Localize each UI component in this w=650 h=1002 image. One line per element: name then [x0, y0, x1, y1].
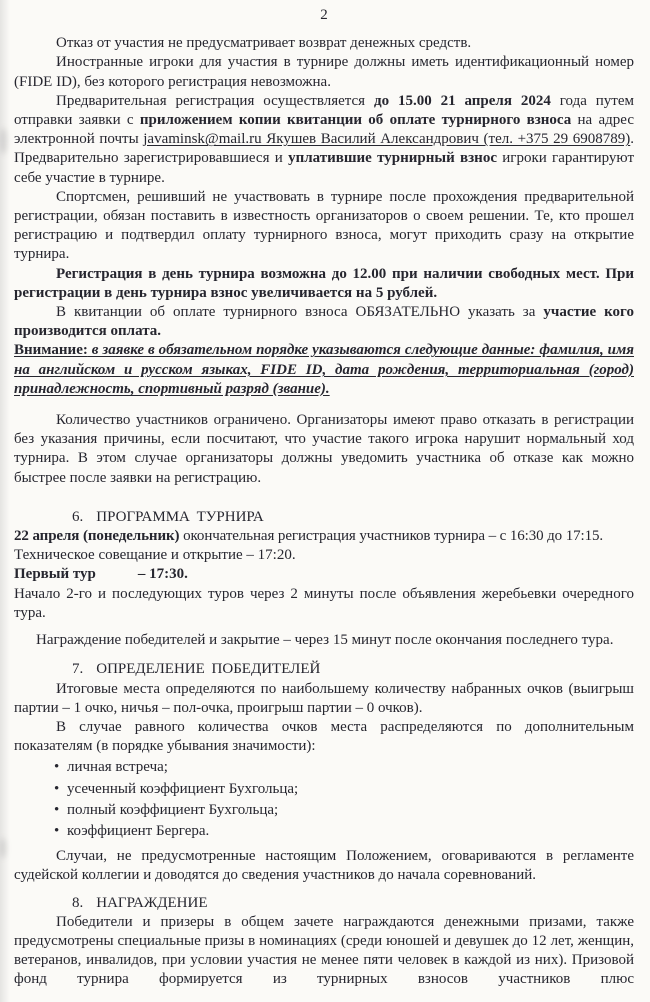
- tiebreak-list: [14, 758, 634, 841]
- paragraph-withdrawal: Спортсмен, решивший не участвовать в турнире после прохождения предварительной регистрации, обязан поставить в известность организаторов о своем решении. Те, кто прошел регистрацию и подтвердил оплату турнирного взноса, могут приходить сразу на открытие турнира.: [14, 188, 634, 263]
- section-heading-awards: [72, 894, 634, 913]
- section-heading-winners: [72, 660, 634, 679]
- section-title: ПРОГРАММА ТУРНИРА: [96, 508, 264, 525]
- scan-artifact: [0, 128, 7, 154]
- payment-copy-text: приложением копии квитанции об оплате турнирного взноса: [139, 112, 572, 129]
- attention-text: в заявке в обязательном порядке указываются следующие данные: фамилия, имя на английском и русском языках, FIDE ID, дата рождения, территориальная (город) принадлежность, спортивный разряд (звание).: [14, 342, 634, 397]
- scan-artifact: [0, 838, 6, 858]
- text-run: на адрес электронной почты: [14, 112, 634, 148]
- paragraph-awarding-closing: Награждение победителей и закрытие – через 15 минут после окончания последнего тура.: [36, 632, 614, 649]
- text-run: В квитанции об оплате турнирного взноса ОБЯЗАТЕЛЬНО указать за: [56, 304, 544, 321]
- paragraph-final-places: Итоговые места определяются по наибольшему количеству набранных очков (выигрыш партии – 1 очко, ничья – пол-очка, проигрыш партии – 0 очков).: [14, 680, 634, 716]
- section-number: 8.: [72, 894, 84, 911]
- attention-label: Внимание:: [14, 342, 88, 359]
- paid-fee-text: уплатившие турнирный взнос: [288, 150, 497, 167]
- paragraph-foreign-players: Иностранные игроки для участия в турнире должны иметь идентификационный номер (FIDE ID), без которого регистрация невозможна.: [14, 54, 634, 90]
- date-label: 22 апреля (понедельник): [14, 528, 180, 545]
- paragraph-participant-limit: Количество участников ограничено. Организаторы имеют право отказать в регистрации без указания причины, если посчитают, что участие такого игрока нарушит нормальный ход турнира. В этом случае организаторы должны уведомить участника об отказе как можно быстрее после заявки на регистрацию.: [14, 412, 634, 486]
- list-item: [54, 758, 634, 777]
- text-run: игроки гарантируют себе участие в турнире.: [14, 150, 634, 186]
- bullet-icon: •: [54, 801, 60, 818]
- tiebreak-item-text: личная встреча;: [67, 759, 168, 776]
- tiebreak-item-text: коэффициент Бергера.: [67, 822, 210, 839]
- paragraph-preliminary-registration: [14, 92, 634, 188]
- list-item: [54, 822, 634, 841]
- list-item: [54, 780, 634, 799]
- text-run: Предварительная регистрация осуществляется: [56, 92, 374, 109]
- text-run: года путем отправки заявки с: [14, 92, 634, 129]
- paragraph-attention: [14, 341, 634, 399]
- paragraph-receipt-note: [14, 303, 634, 341]
- first-round-time: – 17:30.: [137, 566, 188, 583]
- bullet-icon: •: [54, 780, 60, 797]
- paragraph-tiebreak-intro: В случае равного количества очков места распределяются по дополнительным показателям (в порядке убывания значимости):: [14, 718, 634, 755]
- section-title: НАГРАЖДЕНИЕ: [96, 894, 208, 911]
- section-heading-program: [72, 508, 634, 527]
- tiebreak-item-text: полный коэффициент Бухгольца;: [67, 801, 279, 818]
- section-number: 7.: [72, 661, 84, 678]
- page-number: 2: [320, 7, 328, 23]
- paragraph-technical-meeting: Техническое совещание и открытие – 17:20.: [14, 547, 296, 564]
- paragraph-refund: Отказ от участия не предусматривает возврат денежных средств.: [56, 35, 472, 52]
- email-contact-text: javaminsk@mail.ru Якушев Василий Александрович (тел. +375 29 6908789): [143, 131, 631, 148]
- paragraph-april22-schedule: [14, 527, 634, 546]
- bullet-icon: •: [54, 759, 60, 776]
- section-title: ОПРЕДЕЛЕНИЕ ПОБЕДИТЕЛЕЙ: [96, 661, 321, 678]
- section-number: 6.: [72, 508, 84, 525]
- paragraph-other-cases: Случаи, не предусмотренные настоящим Положением, оговариваются в регламенте судейской коллегии и доводятся до сведения участников до начала соревнований.: [14, 848, 634, 884]
- tiebreak-item-text: усеченный коэффициент Бухгольца;: [67, 780, 299, 797]
- paragraph-prizes: Победители и призеры в общем зачете награждаются денежными призами, также предусмотрены специальные призы в номинациях (среди юношей и девушек до 12 лет, женщин, ветеранов, инвалидов, при условии участия не менее пяти человек в каждой из них). Призовой фонд турнира формируется из турнирных взносов участников плюс: [14, 913, 634, 988]
- paragraph-first-round: [14, 565, 634, 584]
- text-run: . Предварительно зарегистрировавшиеся и: [14, 131, 635, 167]
- paragraph-day-registration: Регистрация в день турнира возможна до 12.00 при наличии свободных мест. При регистрации в день турнира взнос увеличивается на 5 рублей.: [14, 265, 634, 301]
- deadline-text: до 15.00 21 апреля 2024: [373, 92, 551, 109]
- paragraph-next-rounds: Начало 2-го и последующих туров через 2 минуты после объявления жеребьевки очередного тура.: [14, 585, 634, 621]
- first-round-label: Первый тур: [14, 566, 96, 583]
- list-item: [54, 801, 634, 820]
- text-run: окончательная регистрация участников турнира – с 16:30 до 17:15.: [179, 528, 604, 545]
- bullet-icon: •: [54, 822, 60, 839]
- payer-note-text: участие кого производится оплата.: [14, 304, 634, 340]
